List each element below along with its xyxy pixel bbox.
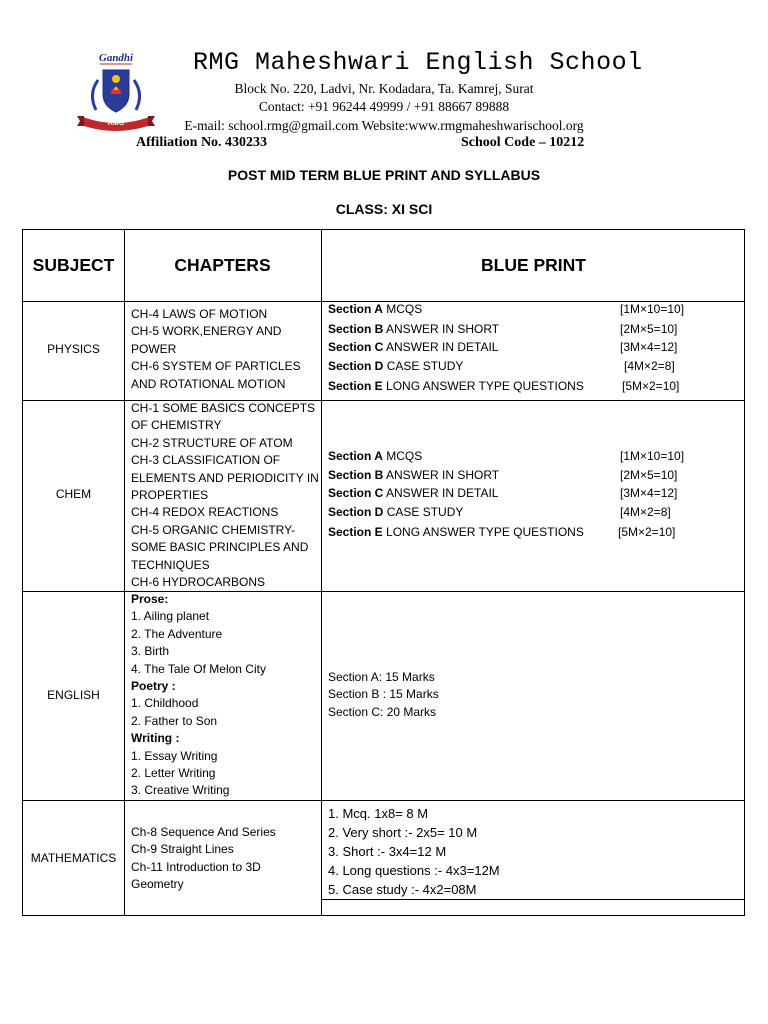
document-title: POST MID TERM BLUE PRINT AND SYLLABUS [227,167,541,183]
english-blue-print [328,669,439,721]
logo-band-text: RMG [107,120,125,127]
section-desc: ANSWER IN DETAIL [386,486,499,500]
blueprint-row [328,359,728,378]
chapter-line: 2. The Adventure [131,626,223,641]
header-chapters: CHAPTERS [174,255,271,275]
blueprint-line: Section C: 20 Marks [328,704,437,719]
section-marks: [2M×5=10] [620,322,678,336]
mathematics-blue-print [328,804,500,899]
chapter-line: CH-3 CLASSIFICATION OF [131,453,281,468]
section-label: Section A [328,449,383,463]
blueprint-row [328,525,728,544]
column-divider [321,230,322,915]
blueprint-line: 5. Case study :- 4x2=08M [328,882,477,897]
chapter-line: 1. Childhood [131,696,199,711]
chapter-line: 2. Letter Writing [131,766,216,781]
prose-label: Prose: [131,592,169,606]
section-desc: CASE STUDY [386,505,464,519]
school-name: RMG Maheshwari English School [193,48,643,77]
email-website-line: E-mail: school.rmg@gmail.com Website:www.rmgmaheshwarischool.org [184,118,584,133]
chapter-line: Ch-9 Straight Lines [131,842,234,857]
section-marks: [5M×2=10] [622,379,680,393]
section-label: Section B [328,322,384,336]
chapter-line: AND ROTATIONAL MOTION [131,376,286,391]
mathematics-chapters [131,824,276,894]
chapter-line: PROPERTIES [131,488,209,503]
chapter-line: 3. Birth [131,644,170,659]
blueprint-row [328,505,728,524]
chapter-line: 2. Father to Son [131,713,218,728]
chapter-line: CH-6 HYDROCARBONS [131,575,266,590]
section-marks: [2M×5=10] [620,468,678,482]
blueprint-row [328,302,728,321]
chapter-line: 4. The Tale Of Melon City [131,661,266,676]
section-desc: LONG ANSWER TYPE QUESTIONS [386,379,584,393]
blueprint-line: Section A: 15 Marks [328,670,435,684]
section-desc: MCQS [386,449,423,463]
english-chapters [131,591,266,800]
column-divider [124,230,125,915]
physics-chapters [131,306,301,393]
section-label: Section C [328,340,384,354]
blueprint-row [328,322,728,341]
chapter-line: OF CHEMISTRY [131,418,222,433]
chapter-line: CH-5 WORK,ENERGY AND [131,324,282,339]
logo-top-text: Gandhi [98,52,134,64]
chapter-line: Ch-8 Sequence And Series [131,825,276,839]
row-divider [23,800,744,801]
chapter-line: Ch-11 Introduction to 3D [131,859,261,874]
section-desc: ANSWER IN SHORT [386,322,500,336]
chapter-line: SOME BASIC PRINCIPLES AND [131,540,309,555]
section-marks: [1M×10=10] [620,302,685,316]
chapter-line: CH-1 SOME BASICS CONCEPTS [131,401,316,415]
section-marks: [3M×4=12] [620,340,678,354]
section-marks: [3M×4=12] [620,486,678,500]
chapter-line: Geometry [131,877,184,892]
contact-line: Contact: +91 96244 49999 / +91 88667 89888 [258,99,510,114]
header-subject: SUBJECT [32,255,115,275]
blueprint-row [328,449,728,468]
subject-physics: PHYSICS [47,342,100,356]
chapter-line: CH-2 STRUCTURE OF ATOM [131,435,293,450]
blueprint-line: 3. Short :- 3x4=12 M [328,844,447,859]
blueprint-row [328,340,728,359]
chapter-line: ELEMENTS AND PERIODICITY IN [131,470,319,485]
section-desc: CASE STUDY [386,359,464,373]
chapter-line: CH-4 REDOX REACTIONS [131,505,279,520]
section-label: Section E [328,525,383,539]
blueprint-line: 4. Long questions :- 4x3=12M [328,863,500,878]
section-marks: [4M×2=8] [624,359,675,373]
blueprint-row [328,379,728,398]
chapter-line: POWER [131,341,177,356]
section-desc: LONG ANSWER TYPE QUESTIONS [386,525,584,539]
section-desc: ANSWER IN SHORT [386,468,500,482]
section-label: Section B [328,468,384,482]
chapter-line: 1. Essay Writing [131,748,218,763]
section-label: Section D [328,359,384,373]
section-label: Section E [328,379,383,393]
section-marks: [5M×2=10] [618,525,676,539]
section-desc: MCQS [386,302,423,316]
section-label: Section D [328,505,384,519]
section-marks: [4M×2=8] [620,505,671,519]
section-marks: [1M×10=10] [620,449,685,463]
affiliation-number: Affiliation No. 430233 [136,135,268,150]
chapter-line: TECHNIQUES [131,557,210,572]
chapter-line: CH-4 LAWS OF MOTION [131,307,268,321]
school-code: School Code – 10212 [461,135,585,150]
subject-chem: CHEM [55,487,92,501]
blueprint-table [22,229,745,916]
blueprint-line: Section B : 15 Marks [328,687,439,702]
blueprint-row [328,486,728,505]
subject-mathematics: MATHEMATICS [30,851,117,865]
blueprint-line: 2. Very short :- 2x5= 10 M [328,825,478,840]
subject-english: ENGLISH [47,688,100,702]
section-label: Section A [328,302,383,316]
blueprint-line: 1. Mcq. 1x8= 8 M [328,806,429,821]
header-blue-print: BLUE PRINT [481,255,586,275]
blueprint-row [328,468,728,487]
writing-label: Writing : [131,731,180,746]
address-line: Block No. 220, Ladvi, Nr. Kodadara, Ta. Kamrej, Surat [234,81,534,96]
section-desc: ANSWER IN DETAIL [386,340,499,354]
chapter-line: CH-6 SYSTEM OF PARTICLES [131,359,301,374]
class-label: CLASS: XI SCI [335,201,433,217]
poetry-label: Poetry : [131,679,176,694]
section-label: Section C [328,486,384,500]
chem-chapters [131,400,319,591]
row-divider [321,899,744,900]
chapter-line: CH-5 ORGANIC CHEMISTRY- [131,522,296,537]
chapter-line: 1. Ailing planet [131,609,210,624]
chapter-line: 3. Creative Writing [131,783,230,798]
